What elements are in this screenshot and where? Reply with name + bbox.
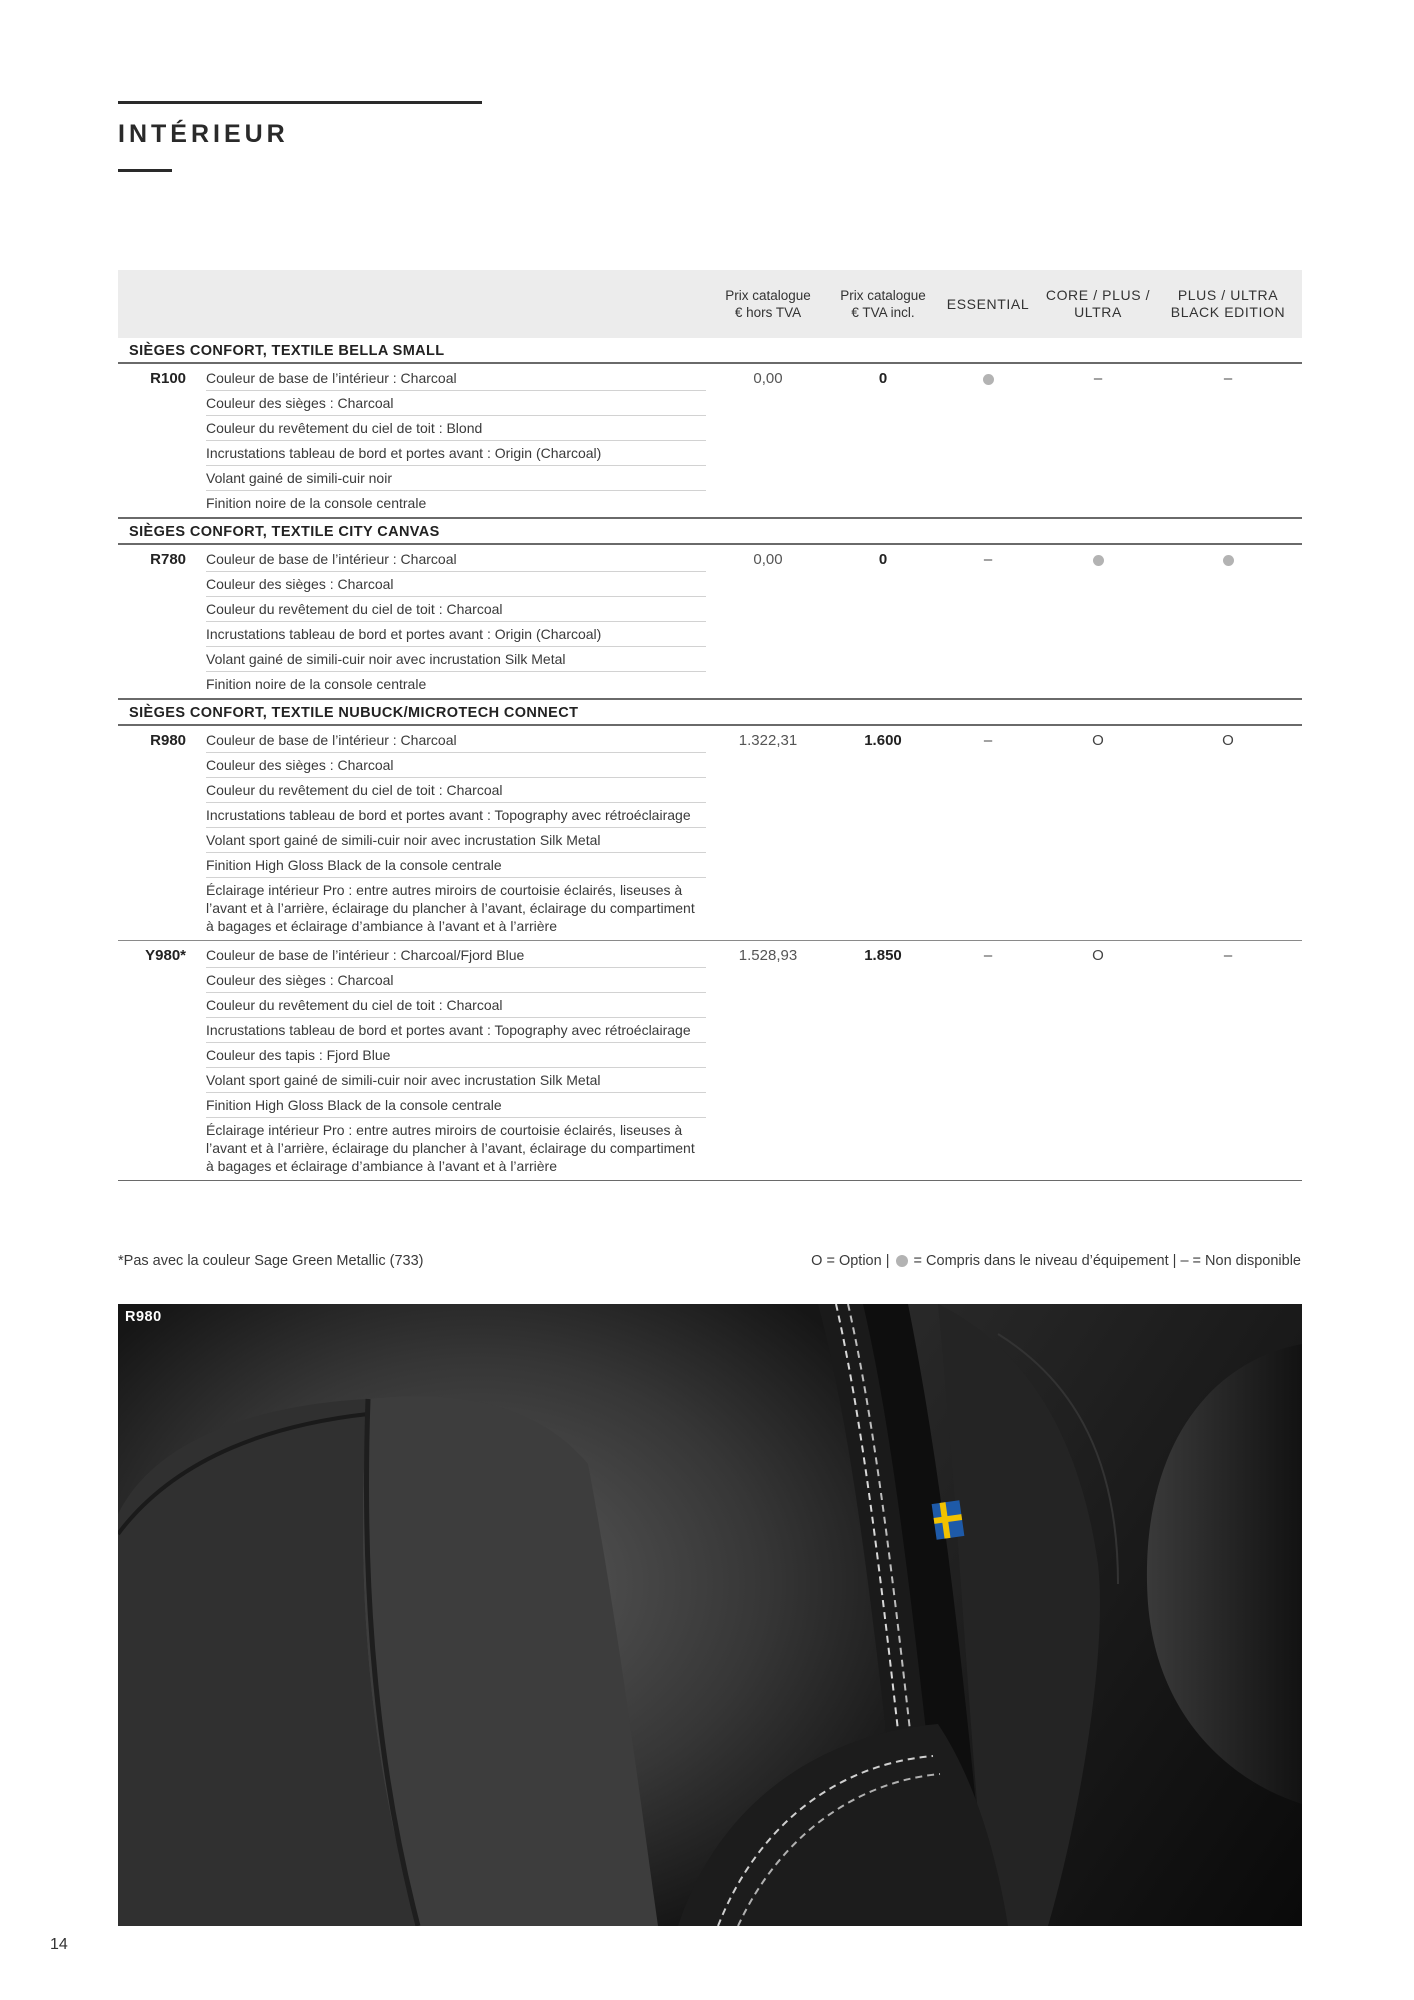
table-bottom-rule <box>118 1180 1302 1181</box>
availability-mark: O <box>1092 732 1104 749</box>
description-item: Éclairage intérieur Pro : entre autres miroirs de courtoisie éclairés, liseuses à l’avant et à l’arrière, éclairage du plancher à l’avant, éclairage du compartiment à bagages et éclairage d’ambiance à l’avant et à l’arrière <box>206 882 695 934</box>
price-incl-vat: 1.600 <box>864 732 902 749</box>
description-list <box>206 547 706 696</box>
section-title: SIÈGES CONFORT, TEXTILE NUBUCK/MICROTECH CONNECT <box>118 698 1302 726</box>
title-underline <box>118 169 172 172</box>
legend-included: = Compris dans le niveau d’équipement | <box>913 1253 1177 1269</box>
description-item: Volant gainé de simili-cuir noir avec incrustation Silk Metal <box>206 647 706 672</box>
description-item: Couleur de base de l’intérieur : Charcoal/Fjord Blue <box>206 943 706 968</box>
page-number: 14 <box>50 1936 68 1953</box>
option-code: R980 <box>150 732 186 749</box>
included-dot-icon <box>1178 551 1278 568</box>
description-item: Couleur de base de l’intérieur : Charcoal <box>206 728 706 753</box>
seat-photo-illustration <box>118 1304 1302 1926</box>
included-dot-icon <box>1048 551 1148 568</box>
included-dot-icon <box>896 1255 908 1267</box>
description-item: Finition High Gloss Black de la console centrale <box>206 1093 706 1118</box>
description-item: Incrustations tableau de bord et portes avant : Topography avec rétroéclairage <box>206 803 706 828</box>
price-ex-vat: 1.322,31 <box>738 732 798 749</box>
description-item: Couleur des tapis : Fjord Blue <box>206 1043 706 1068</box>
description-item: Éclairage intérieur Pro : entre autres miroirs de courtoisie éclairés, liseuses à l’avant et à l’arrière, éclairage du plancher à l’avant, éclairage du compartiment à bagages et éclairage d’ambiance à l’avant et à l’arrière <box>206 1122 695 1174</box>
description-item: Couleur de base de l’intérieur : Charcoal <box>206 366 706 391</box>
description-item: Finition High Gloss Black de la console centrale <box>206 853 706 878</box>
description-item: Couleur des sièges : Charcoal <box>206 572 706 597</box>
footnote: *Pas avec la couleur Sage Green Metallic (733) <box>118 1253 424 1269</box>
description-item: Volant sport gainé de simili-cuir noir avec incrustation Silk Metal <box>206 828 706 853</box>
price-ex-vat: 0,00 <box>753 370 783 387</box>
title-top-rule <box>118 101 482 104</box>
table-body <box>118 338 1302 1180</box>
description-list <box>206 728 706 938</box>
legend <box>811 1253 1301 1269</box>
price-ex-vat: 1.528,93 <box>738 947 798 964</box>
interior-options-table <box>118 270 1302 1181</box>
description-item: Incrustations tableau de bord et portes avant : Topography avec rétroéclairage <box>206 1018 706 1043</box>
table-row <box>118 545 1302 698</box>
legend-option: O = Option | <box>811 1253 890 1269</box>
header-price-incl-vat: Prix catalogue € TVA incl. <box>840 288 926 320</box>
availability-mark: – <box>1223 947 1233 964</box>
page-title: INTÉRIEUR <box>118 120 289 148</box>
description-list <box>206 366 706 515</box>
option-code: R780 <box>150 551 186 568</box>
description-item: Couleur du revêtement du ciel de toit : Charcoal <box>206 993 706 1018</box>
description-item: Couleur des sièges : Charcoal <box>206 391 706 416</box>
header-essential: ESSENTIAL <box>946 295 1030 312</box>
description-item: Couleur des sièges : Charcoal <box>206 753 706 778</box>
description-item: Couleur de base de l’intérieur : Charcoal <box>206 547 706 572</box>
section-title: SIÈGES CONFORT, TEXTILE CITY CANVAS <box>118 517 1302 545</box>
option-code: Y980* <box>145 947 186 964</box>
photo-label: R980 <box>125 1309 162 1325</box>
swedish-flag-tag <box>932 1500 965 1540</box>
included-dot-icon <box>983 374 994 385</box>
description-item: Finition noire de la console centrale <box>206 676 427 692</box>
price-incl-vat: 0 <box>878 370 888 387</box>
included-dot-icon <box>1093 555 1104 566</box>
description-item: Volant gainé de simili-cuir noir <box>206 466 706 491</box>
description-item: Couleur du revêtement du ciel de toit : Blond <box>206 416 706 441</box>
price-incl-vat: 0 <box>878 551 888 568</box>
description-item: Finition noire de la console centrale <box>206 495 427 511</box>
availability-mark: O <box>1092 947 1104 964</box>
description-item: Couleur du revêtement du ciel de toit : Charcoal <box>206 597 706 622</box>
table-header <box>118 270 1302 338</box>
availability-mark: O <box>1222 732 1234 749</box>
availability-mark: – <box>1223 370 1233 387</box>
availability-mark: – <box>983 947 993 964</box>
description-item: Couleur des sièges : Charcoal <box>206 968 706 993</box>
legend-unavailable: – = Non disponible <box>1180 1253 1301 1269</box>
description-item: Incrustations tableau de bord et portes avant : Origin (Charcoal) <box>206 622 706 647</box>
description-item: Couleur du revêtement du ciel de toit : Charcoal <box>206 778 706 803</box>
price-incl-vat: 1.850 <box>864 947 902 964</box>
table-row <box>118 726 1302 940</box>
description-item: Incrustations tableau de bord et portes avant : Origin (Charcoal) <box>206 441 706 466</box>
section-title: SIÈGES CONFORT, TEXTILE BELLA SMALL <box>118 338 1302 364</box>
table-row <box>118 940 1302 1180</box>
header-core-plus-ultra: CORE / PLUS / ULTRA <box>1045 287 1151 320</box>
availability-mark: – <box>983 732 993 749</box>
description-list <box>206 943 706 1178</box>
description-item: Volant sport gainé de simili-cuir noir avec incrustation Silk Metal <box>206 1068 706 1093</box>
availability-mark: – <box>1093 370 1103 387</box>
option-code: R100 <box>150 370 186 387</box>
included-dot-icon <box>1223 555 1234 566</box>
availability-mark: – <box>983 551 993 568</box>
header-black-edition: PLUS / ULTRA BLACK EDITION <box>1170 287 1286 320</box>
table-row <box>118 364 1302 517</box>
header-price-ex-vat: Prix catalogue € hors TVA <box>725 288 811 320</box>
price-ex-vat: 0,00 <box>753 551 783 568</box>
seat-photo <box>118 1304 1302 1926</box>
included-dot-icon <box>938 370 1038 387</box>
